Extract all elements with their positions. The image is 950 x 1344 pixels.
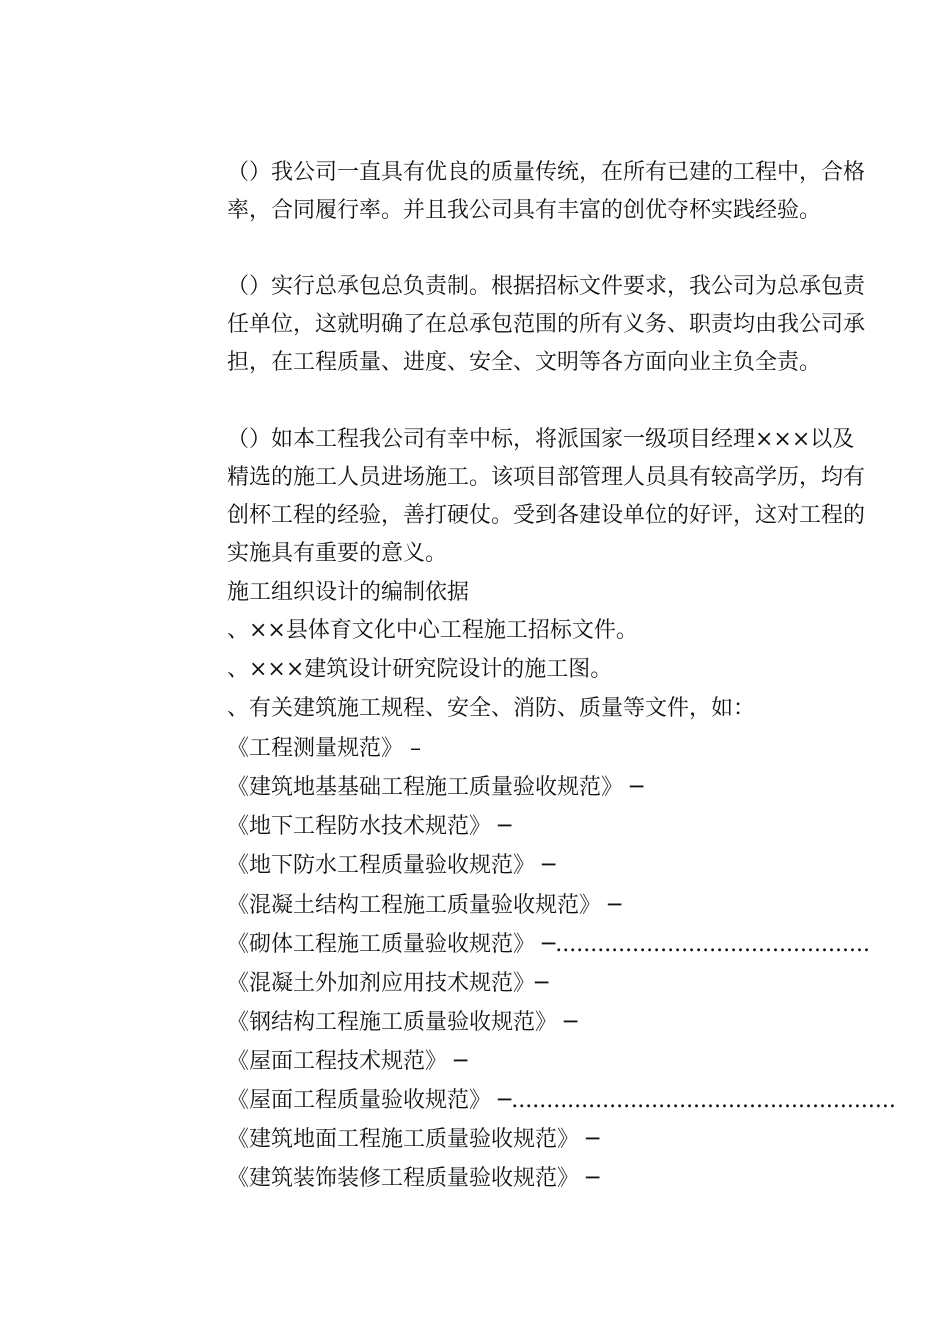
standard-item: 《建筑地面工程施工质量验收规范》 ─	[227, 1127, 600, 1152]
basis-item: 、×××建筑设计研究院设计的施工图。	[227, 657, 613, 682]
standard-item: 《钢结构工程施工质量验收规范》 ─	[227, 1010, 578, 1035]
basis-item: 、有关建筑施工规程、安全、消防、质量等文件，如：	[227, 696, 756, 721]
paragraph-project-manager: （）如本工程我公司有幸中标，将派国家一级项目经理×××以及精选的施工人员进场施工。该项目部管理人员具有较高学历，均有创杯工程的经验，善打硬仗。受到各建设单位的好评，这对工程的实施具有重要的意义。	[227, 427, 866, 566]
standard-item: 《混凝土外加剂应用技术规范》─	[227, 971, 549, 996]
standard-item: 《混凝土结构工程施工质量验收规范》 ─	[227, 893, 622, 918]
standard-item: 《地下工程防水技术规范》 ─	[227, 814, 512, 839]
paragraph-quality-tradition: （）我公司一直具有优良的质量传统，在所有已建的工程中，合格率，合同履行率。并且我公司具有丰富的创优夺杯实践经验。	[227, 160, 866, 223]
section-heading: 施工组织设计的编制依据	[227, 580, 470, 605]
basis-item: 、××县体育文化中心工程施工招标文件。	[227, 618, 638, 643]
standard-item: 《工程测量规范》 –	[227, 736, 421, 761]
standard-item: 《屋面工程质量验收规范》 ─.......................................................	[227, 1088, 896, 1113]
standard-item: 《地下防水工程质量验收规范》 ─	[227, 853, 556, 878]
paragraph-general-contracting: （）实行总承包总负责制。根据招标文件要求，我公司为总承包责任单位，这就明确了在总承包范围的所有义务、职责均由我公司承担，在工程质量、进度、安全、文明等各方面向业主负全责。	[227, 274, 866, 375]
standard-item: 《建筑地基基础工程施工质量验收规范》 ─	[227, 775, 644, 800]
standard-item: 《建筑装饰装修工程质量验收规范》 ─	[227, 1166, 600, 1191]
standard-item: 《屋面工程技术规范》 ─	[227, 1049, 468, 1074]
standard-item: 《砌体工程施工质量验收规范》 ─.............................................	[227, 932, 870, 957]
